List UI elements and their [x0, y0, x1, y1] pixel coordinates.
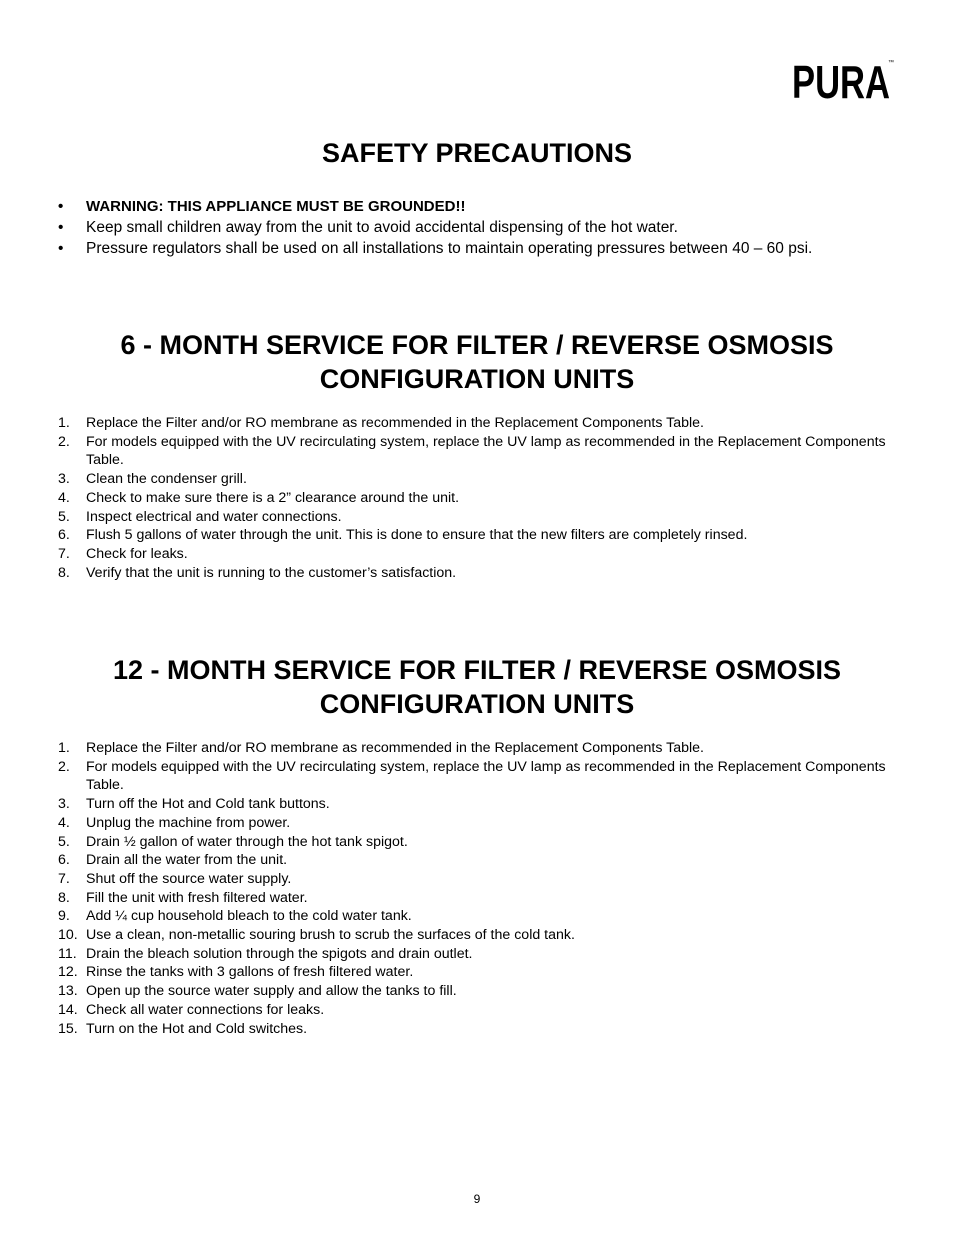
step-number: 15.: [58, 1020, 78, 1037]
step-number: 6.: [58, 852, 70, 869]
safety-bullet-item: [58, 217, 918, 238]
step-item: [58, 470, 898, 489]
step-item: [58, 889, 898, 908]
step-text: Open up the source water supply and allow the tanks to fill.: [86, 983, 457, 1000]
pura-logo-mark: [792, 56, 896, 102]
step-text: Turn off the Hot and Cold tank buttons.: [86, 796, 330, 813]
step-number: 5.: [58, 833, 70, 850]
step-text: Turn on the Hot and Cold switches.: [86, 1020, 308, 1037]
twelve-month-title-line1: 12 - MONTH SERVICE FOR FILTER / REVERSE OSMOSIS: [112, 655, 842, 685]
step-item: [58, 508, 898, 527]
step-text: Inspect electrical and water connections.: [86, 508, 342, 525]
bullet-marker: •: [58, 240, 64, 257]
step-number: 1.: [58, 415, 70, 431]
step-number: 12.: [58, 964, 78, 981]
step-text: Replace the Filter and/or RO membrane as recommended in the Replacement Components Table.: [86, 740, 704, 756]
twelve-month-title-line2: CONFIGURATION UNITS: [319, 689, 635, 719]
step-text: Check for leaks.: [86, 545, 188, 562]
step-text: Fill the unit with fresh filtered water.: [86, 889, 308, 906]
six-month-steps: [58, 414, 898, 582]
step-item: [58, 851, 898, 870]
step-number: 5.: [58, 508, 70, 525]
step-text: Shut off the source water supply.: [86, 870, 292, 887]
page-number: 9: [473, 1192, 481, 1206]
step-text: Check all water connections for leaks.: [86, 1001, 325, 1018]
step-text: Add ¼ cup household bleach to the cold water tank.: [86, 908, 412, 925]
logo-trademark: ™: [888, 60, 894, 66]
logo-wordmark: PURA: [792, 56, 890, 102]
step-number: 4.: [58, 489, 70, 506]
step-item: [58, 433, 898, 470]
step-number: 7.: [58, 545, 70, 562]
step-text: Drain all the water from the unit.: [86, 852, 288, 869]
safety-bullet-text: WARNING: THIS APPLIANCE MUST BE GROUNDED!!: [86, 198, 466, 215]
step-item: [58, 758, 898, 795]
step-text: For models equipped with the UV recirculating system, replace the UV lamp as recommended in the Replacement Components Table.: [86, 433, 886, 469]
safety-bullet-item: [58, 196, 918, 217]
step-text: Clean the condenser grill.: [86, 471, 247, 488]
step-number: 9.: [58, 908, 70, 925]
safety-title: SAFETY PRECAUTIONS: [321, 138, 633, 168]
safety-bullet-list: [58, 196, 918, 259]
step-text: Verify that the unit is running to the customer’s satisfaction.: [86, 564, 457, 581]
six-month-title-line1: 6 - MONTH SERVICE FOR FILTER / REVERSE OSMOSIS: [120, 330, 834, 360]
step-text: Replace the Filter and/or RO membrane as recommended in the Replacement Components Table.: [86, 415, 704, 431]
step-number: 1.: [58, 740, 70, 756]
twelve-month-title: [0, 653, 954, 721]
step-number: 8.: [58, 889, 70, 906]
step-number: 10.: [58, 927, 78, 944]
step-number: 8.: [58, 564, 70, 581]
pura-logo: [792, 56, 896, 102]
step-number: 3.: [58, 471, 70, 488]
step-text: Drain the bleach solution through the spigots and drain outlet.: [86, 945, 473, 962]
step-item: [58, 564, 898, 583]
step-item: [58, 1001, 898, 1020]
six-month-title: [0, 328, 954, 396]
twelve-month-steps: [58, 739, 898, 1038]
step-number: 2.: [58, 433, 70, 450]
step-number: 6.: [58, 527, 70, 544]
step-item: [58, 526, 898, 545]
step-item: [58, 907, 898, 926]
step-item: [58, 926, 898, 945]
step-item: [58, 870, 898, 889]
step-text: For models equipped with the UV recirculating system, replace the UV lamp as recommended in the Replacement Components Table.: [86, 758, 886, 794]
step-item: [58, 1020, 898, 1039]
step-text: Unplug the machine from power.: [86, 814, 291, 831]
safety-bullet-item: [58, 238, 918, 259]
step-item: [58, 833, 898, 852]
step-number: 2.: [58, 758, 70, 775]
step-text: Use a clean, non-metallic souring brush to scrub the surfaces of the cold tank.: [86, 927, 575, 944]
step-number: 13.: [58, 983, 78, 1000]
step-number: 4.: [58, 814, 70, 831]
safety-bullet-text: Keep small children away from the unit to avoid accidental dispensing of the hot water.: [86, 219, 678, 236]
step-number: 7.: [58, 870, 70, 887]
step-number: 14.: [58, 1001, 78, 1018]
step-item: [58, 814, 898, 833]
bullet-marker: •: [58, 198, 64, 215]
step-item: [58, 414, 898, 433]
step-item: [58, 545, 898, 564]
safety-bullet-text: Pressure regulators shall be used on all installations to maintain operating pressures between 40 – 60 psi.: [86, 240, 813, 257]
step-item: [58, 963, 898, 982]
step-number: 3.: [58, 796, 70, 813]
step-item: [58, 489, 898, 508]
step-text: Rinse the tanks with 3 gallons of fresh filtered water.: [86, 964, 414, 981]
step-item: [58, 795, 898, 814]
six-month-title-line2: CONFIGURATION UNITS: [319, 364, 635, 394]
step-number: 11.: [58, 945, 77, 962]
step-text: Drain ½ gallon of water through the hot tank spigot.: [86, 833, 408, 850]
step-item: [58, 982, 898, 1001]
step-text: Flush 5 gallons of water through the unit. This is done to ensure that the new filters are completely rinsed.: [86, 527, 748, 544]
step-item: [58, 739, 898, 758]
step-text: Check to make sure there is a 2” clearance around the unit.: [86, 489, 460, 506]
bullet-marker: •: [58, 219, 64, 236]
step-item: [58, 945, 898, 964]
